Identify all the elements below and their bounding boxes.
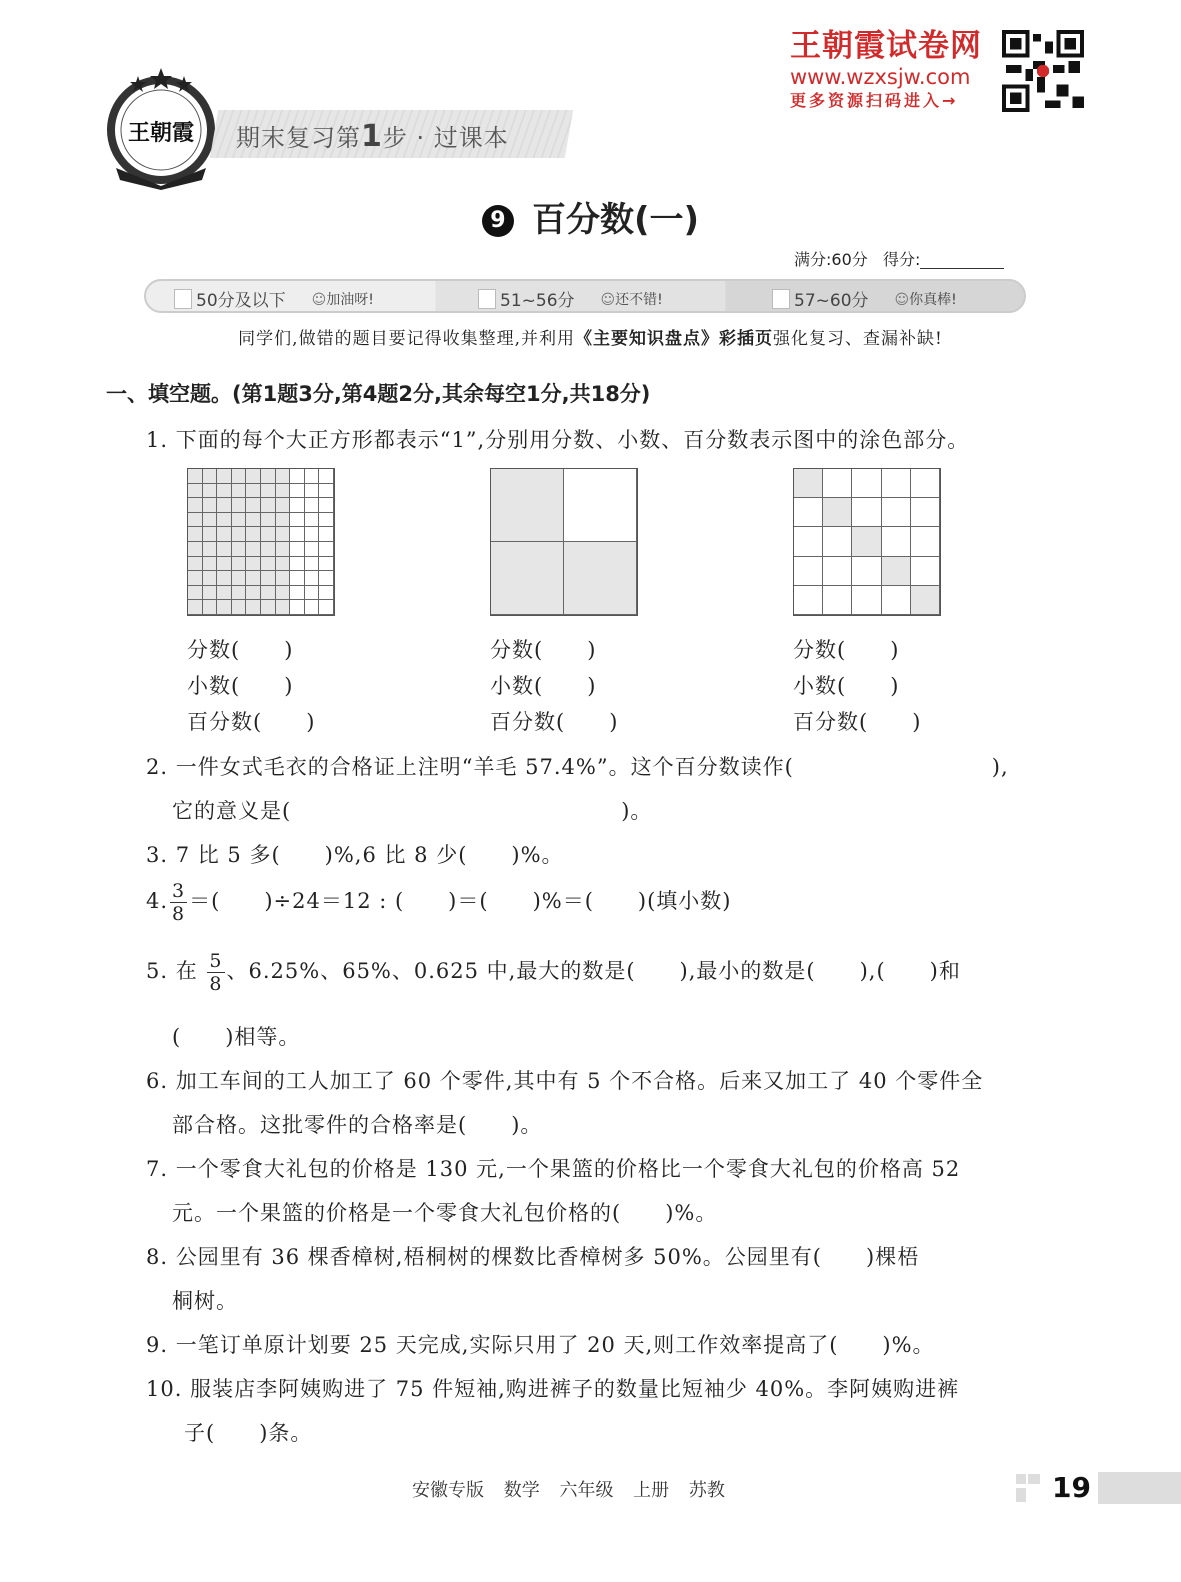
grid-cell (261, 513, 276, 528)
grid-cell (319, 542, 334, 557)
figure-grid-2x2 (490, 468, 638, 616)
footer-edition: 安徽专版 数学 六年级 上册 苏教 (412, 1480, 725, 1501)
score-blank[interactable] (920, 252, 1004, 269)
grid-cell (882, 498, 911, 527)
banner-title: 期末复习第1步 · 过课本 (236, 119, 509, 154)
grid-cell (188, 557, 203, 572)
grid-cell (911, 557, 940, 586)
question-10: 10. 服装店李阿姨购进了 75 件短袖,购进裤子的数量比短袖少 40%。李阿姨购进裤 (146, 1377, 960, 1401)
question-8[interactable]: 8. 公园里有 36 棵香樟树,梧桐树的棵数比香樟树多 50%。公园里有( )棵梧 (146, 1245, 920, 1269)
section-heading: 一、填空题。(第1题3分,第4题2分,其余每空1分,共18分) (106, 382, 651, 406)
grid-cell (290, 498, 305, 513)
grid-cell (290, 571, 305, 586)
grid-cell (305, 586, 320, 601)
grid-cell (491, 542, 564, 615)
grid-cell (203, 527, 218, 542)
grid-cell (319, 484, 334, 499)
grid-cell (261, 527, 276, 542)
rating-option-1[interactable]: 50分及以下 ☺加油呀! (174, 286, 374, 311)
grid-cell (911, 527, 940, 556)
grid-cell (882, 527, 911, 556)
grid-cell (217, 557, 232, 572)
grid-cell (188, 498, 203, 513)
grid-cell (794, 586, 823, 615)
question-8-cont: 桐树。 (172, 1289, 238, 1313)
grid-cell (217, 527, 232, 542)
page-title: 9 百分数(一) (0, 192, 1181, 241)
grid-cell (823, 527, 852, 556)
question-5[interactable]: 5. 在 $\frac{5}{8}$ 、6.25%、65%、0.625 中,最大的数是( ),最小的数是( ),( )和 (146, 950, 961, 995)
grid-cell (794, 527, 823, 556)
question-5-cont[interactable]: ( )相等。 (172, 1025, 301, 1049)
grid-cell (290, 484, 305, 499)
grid-cell (188, 586, 203, 601)
grid-cell (491, 469, 564, 542)
grid-cell (203, 484, 218, 499)
grid-cell (276, 557, 291, 572)
grid-cell (217, 600, 232, 615)
grid-cell (794, 557, 823, 586)
grid-cell (564, 469, 637, 542)
answer-fraction-2[interactable]: 分数( ) (490, 638, 597, 662)
grid-cell (276, 586, 291, 601)
brand-cta: 更多资源扫码进入→ (790, 91, 959, 110)
grid-cell (882, 469, 911, 498)
grid-cell (203, 542, 218, 557)
fraction: $\frac{3}{8}$ (172, 880, 186, 925)
answer-percent-2[interactable]: 百分数( ) (490, 710, 619, 734)
study-tip: 同学们,做错的题目要记得收集整理,并利用《主要知识盘点》彩插页强化复习、查漏补缺! (238, 329, 943, 349)
grid-cell (232, 513, 247, 528)
grid-cell (217, 484, 232, 499)
grid-cell (823, 586, 852, 615)
grid-cell (261, 586, 276, 601)
figure-grid-10x10 (187, 468, 335, 616)
grid-cell (852, 557, 881, 586)
answer-percent-3[interactable]: 百分数( ) (793, 710, 922, 734)
grid-cell (261, 542, 276, 557)
question-2[interactable]: 2. 一件女式毛衣的合格证上注明“羊毛 57.4%”。这个百分数读作( ), (146, 755, 1009, 779)
grid-cell (276, 484, 291, 499)
grid-cell (232, 586, 247, 601)
grid-cell (246, 586, 261, 601)
grid-cell (203, 571, 218, 586)
grid-cell (564, 542, 637, 615)
rating-option-3[interactable]: 57~60分 ☺你真棒! (772, 286, 957, 311)
grid-cell (217, 542, 232, 557)
grid-cell (232, 498, 247, 513)
grid-cell (203, 498, 218, 513)
fraction: $\frac{5}{8}$ (209, 950, 223, 995)
grid-cell (232, 557, 247, 572)
answer-fraction-1[interactable]: 分数( ) (187, 638, 294, 662)
question-9[interactable]: 9. 一笔订单原计划要 25 天完成,实际只用了 20 天,则工作效率提高了( )%。 (146, 1333, 935, 1357)
grid-cell (188, 600, 203, 615)
checkbox[interactable] (772, 289, 790, 309)
smiley-icon: ☺ (311, 291, 327, 308)
grid-cell (305, 513, 320, 528)
grid-cell (290, 557, 305, 572)
grid-cell (305, 571, 320, 586)
checkbox[interactable] (174, 289, 192, 309)
grid-cell (305, 469, 320, 484)
grid-cell (319, 600, 334, 615)
grid-cell (823, 557, 852, 586)
brand-url[interactable]: www.wzxsjw.com (790, 65, 971, 89)
grid-cell (246, 513, 261, 528)
grid-cell (217, 586, 232, 601)
question-2-cont[interactable]: 它的意义是( )。 (172, 799, 653, 823)
grid-cell (232, 571, 247, 586)
grid-cell (261, 469, 276, 484)
grid-cell (188, 542, 203, 557)
grid-cell (246, 527, 261, 542)
grid-cell (217, 469, 232, 484)
grid-cell (246, 542, 261, 557)
question-6: 6. 加工车间的工人加工了 60 个零件,其中有 5 个不合格。后来又加工了 40 个零件全 (146, 1069, 984, 1093)
chapter-number: 9 (482, 205, 514, 237)
grid-cell (246, 469, 261, 484)
grid-cell (319, 469, 334, 484)
grid-cell (232, 527, 247, 542)
question-10-cont[interactable]: 子( )条。 (184, 1421, 313, 1445)
grid-cell (305, 600, 320, 615)
grid-cell (319, 586, 334, 601)
checkbox[interactable] (478, 289, 496, 309)
grid-cell (276, 527, 291, 542)
svg-text:王朝霞: 王朝霞 (127, 120, 195, 146)
grid-cell (203, 586, 218, 601)
grid-cell (246, 557, 261, 572)
publisher-logo (106, 68, 216, 190)
grid-cell (305, 542, 320, 557)
grid-cell (276, 600, 291, 615)
question-1: 1. 下面的每个大正方形都表示“1”,分别用分数、小数、百分数表示图中的涂色部分。 (146, 428, 970, 452)
grid-cell (188, 469, 203, 484)
grid-cell (188, 527, 203, 542)
grid-cell (319, 571, 334, 586)
grid-cell (217, 498, 232, 513)
grid-cell (794, 469, 823, 498)
grid-cell (276, 469, 291, 484)
score-line: 满分:60分 得分: (794, 247, 1004, 270)
grid-cell (823, 498, 852, 527)
question-3[interactable]: 3. 7 比 5 多( )%,6 比 8 少( )%。 (146, 843, 564, 867)
grid-cell (232, 484, 247, 499)
grid-cell (290, 600, 305, 615)
answer-decimal-1[interactable]: 小数( ) (187, 674, 294, 698)
grid-cell (794, 498, 823, 527)
grid-cell (261, 557, 276, 572)
brand-block (790, 28, 982, 112)
smiley-icon: ☺ (894, 291, 910, 308)
answer-decimal-3[interactable]: 小数( ) (793, 674, 900, 698)
answer-decimal-2[interactable]: 小数( ) (490, 674, 597, 698)
smiley-icon: ☺ (600, 291, 616, 308)
question-7: 7. 一个零食大礼包的价格是 130 元,一个果篮的价格比一个零食大礼包的价格高 52 (146, 1157, 961, 1181)
grid-cell (232, 542, 247, 557)
answer-fraction-3[interactable]: 分数( ) (793, 638, 900, 662)
answer-percent-1[interactable]: 百分数( ) (187, 710, 316, 734)
grid-cell (911, 586, 940, 615)
grid-cell (305, 527, 320, 542)
grid-cell (319, 557, 334, 572)
grid-cell (261, 571, 276, 586)
grid-cell (823, 469, 852, 498)
grid-cell (203, 600, 218, 615)
question-7-cont[interactable]: 元。一个果篮的价格是一个零食大礼包价格的( )%。 (172, 1201, 718, 1225)
grid-cell (290, 586, 305, 601)
grid-cell (232, 600, 247, 615)
question-4[interactable]: 4. $\frac{3}{8}$ ＝( )÷24＝12 : ( )＝( )%＝( )(填小数) (146, 880, 732, 925)
grid-cell (290, 513, 305, 528)
grid-cell (261, 498, 276, 513)
grid-cell (261, 600, 276, 615)
grid-cell (290, 542, 305, 557)
grid-cell (276, 498, 291, 513)
grid-cell (232, 469, 247, 484)
grid-cell (911, 469, 940, 498)
grid-cell (188, 571, 203, 586)
grid-cell (852, 586, 881, 615)
grid-cell (203, 469, 218, 484)
grid-cell (217, 513, 232, 528)
grid-cell (203, 513, 218, 528)
grid-cell (882, 586, 911, 615)
grid-cell (305, 557, 320, 572)
question-6-cont[interactable]: 部合格。这批零件的合格率是( )。 (172, 1113, 543, 1137)
grid-cell (852, 527, 881, 556)
grid-cell (276, 513, 291, 528)
grid-cell (276, 542, 291, 557)
grid-cell (246, 600, 261, 615)
grid-cell (882, 557, 911, 586)
grid-cell (319, 498, 334, 513)
grid-cell (290, 469, 305, 484)
grid-cell (246, 498, 261, 513)
rating-option-2[interactable]: 51~56分 ☺还不错! (478, 286, 663, 311)
grid-cell (290, 527, 305, 542)
brand-name: 王朝霞试卷网 (790, 28, 982, 64)
rating-bar (144, 279, 1026, 313)
grid-cell (305, 484, 320, 499)
grid-cell (246, 571, 261, 586)
figure-grid-5x5 (793, 468, 941, 616)
grid-cell (217, 571, 232, 586)
grid-cell (319, 527, 334, 542)
grid-cell (911, 498, 940, 527)
grid-cell (319, 513, 334, 528)
grid-cell (246, 484, 261, 499)
grid-cell (261, 484, 276, 499)
grid-cell (305, 498, 320, 513)
grid-cell (188, 484, 203, 499)
grid-cell (203, 557, 218, 572)
grid-cell (188, 513, 203, 528)
grid-cell (276, 571, 291, 586)
qr-code-icon[interactable] (1002, 30, 1084, 112)
grid-cell (852, 498, 881, 527)
grid-cell (852, 469, 881, 498)
